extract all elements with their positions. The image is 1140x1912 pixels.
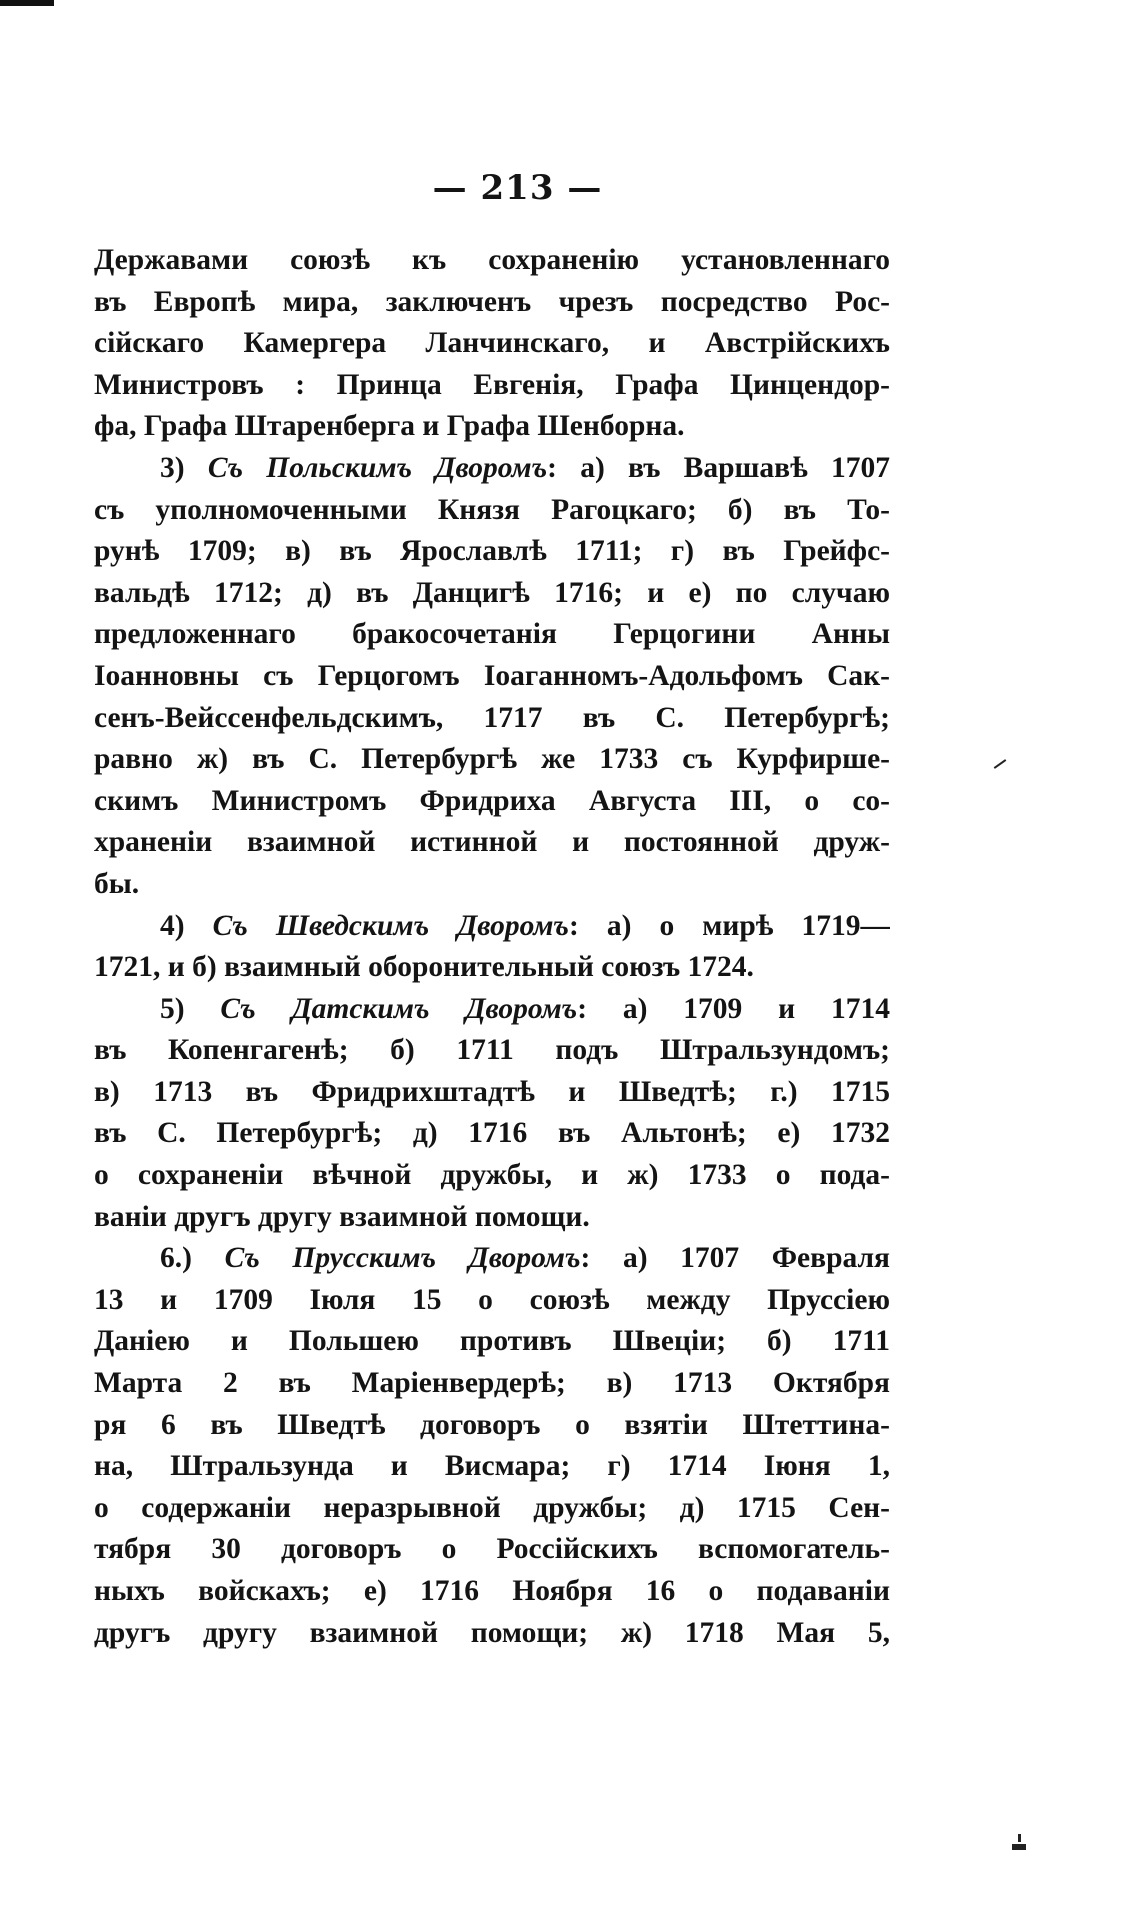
- text-line: въ С. Петербургѣ; д) 1716 въ Альтонѣ; е) 1732: [94, 1117, 890, 1150]
- text-line: о сохраненіи вѣчной дружбы, и ж) 1733 о пода-: [94, 1159, 890, 1192]
- text-line: сійскаго Камергера Ланчинскаго, и Австрійскихъ: [94, 327, 890, 360]
- ink-speck: [994, 759, 1007, 769]
- text-line: в) 1713 въ Фридрихштадтѣ и Шведтѣ; г.) 1715: [94, 1075, 890, 1108]
- court-name-italic: Съ Польскимъ Дворомъ: [207, 451, 548, 484]
- text-line: въ Копенгагенѣ; б) 1711 подъ Штральзундомъ;: [94, 1034, 890, 1067]
- text-line: вальдѣ 1712; д) въ Данцигѣ 1716; и е) по случаю: [94, 576, 890, 609]
- text-line: Державами союзѣ къ сохраненію установленнаго: [94, 244, 890, 276]
- text-line: скимъ Министромъ Фридриха Августа III, о со-: [94, 784, 890, 817]
- ink-speck: [1012, 1844, 1026, 1850]
- court-name-italic: Съ Датскимъ Дворомъ: [220, 992, 578, 1025]
- section-6-prussian-court: 6.) Съ Прусскимъ Дворомъ: а) 1707 Февраля: [160, 1242, 890, 1275]
- text-line: другъ другу взаимной помощи; ж) 1718 Мая 5,: [94, 1616, 890, 1649]
- text-line: Марта 2 въ Маріенвердерѣ; в) 1713 Октября: [94, 1367, 890, 1400]
- text-line: рунѣ 1709; в) въ Ярославлѣ 1711; г) въ Грейфс-: [94, 535, 890, 568]
- text-line: Министровъ : Принца Евгенія, Графа Цинцендор-: [94, 368, 890, 401]
- text-line: предложеннаго бракосочетанія Герцогини Анны: [94, 618, 890, 651]
- text-line: сенъ-Вейссенфельдскимъ, 1717 въ С. Петербургѣ;: [94, 701, 890, 734]
- text-line: Іоанновны съ Герцогомъ Іоаганномъ-Адольфомъ Сак-: [94, 659, 890, 692]
- text-line: о содержаніи неразрывной дружбы; д) 1715 Сен-: [94, 1491, 890, 1524]
- top-edge-rule: [0, 0, 54, 6]
- section-5-danish-court: 5) Съ Датскимъ Дворомъ: а) 1709 и 1714: [160, 992, 890, 1025]
- text-line: 13 и 1709 Іюля 15 о союзѣ между Пруссіею: [94, 1283, 890, 1316]
- text-line: съ уполномоченными Князя Рагоцкаго; б) въ То-: [94, 493, 890, 526]
- ink-speck: [1018, 1834, 1021, 1842]
- text-line: тября 30 договоръ о Россійскихъ вспомогатель-: [94, 1533, 890, 1566]
- text-line: на, Штральзунда и Висмара; г) 1714 Іюня 1,: [94, 1450, 890, 1483]
- text-line: 1721, и б) взаимный оборонительный союзъ 1724.: [94, 951, 754, 984]
- court-name-italic: Съ Прусскимъ Дворомъ: [224, 1242, 581, 1275]
- page-number-header: — 213 —: [432, 168, 603, 208]
- text-line: Даніею и Польшею противъ Швеціи; б) 1711: [94, 1325, 890, 1358]
- text-line: ныхъ войскахъ; е) 1716 Ноября 16 о подаваніи: [94, 1575, 890, 1607]
- section-4-swedish-court: 4) Съ Шведскимъ Дворомъ: а) о мирѣ 1719—: [160, 909, 890, 942]
- text-line: въ Европѣ мира, заключенъ чрезъ посредство Рос-: [94, 285, 890, 318]
- text-line: фа, Графа Штаренберга и Графа Шенборна.: [94, 410, 685, 443]
- court-name-italic: Съ Шведскимъ Дворомъ: [212, 909, 569, 942]
- text-line: бы.: [94, 867, 140, 900]
- body-text: [94, 240, 890, 1654]
- text-line: храненіи взаимной истинной и постоянной друж-: [94, 826, 890, 859]
- text-line: ваніи другъ другу взаимной помощи.: [94, 1200, 590, 1233]
- text-line: равно ж) въ С. Петербургѣ же 1733 съ Курфирше-: [94, 743, 890, 776]
- text-line: ря 6 въ Шведтѣ договоръ о взятіи Штеттина-: [94, 1408, 890, 1441]
- section-3-polish-court: 3) Съ Польскимъ Дворомъ: а) въ Варшавѣ 1707: [160, 451, 890, 484]
